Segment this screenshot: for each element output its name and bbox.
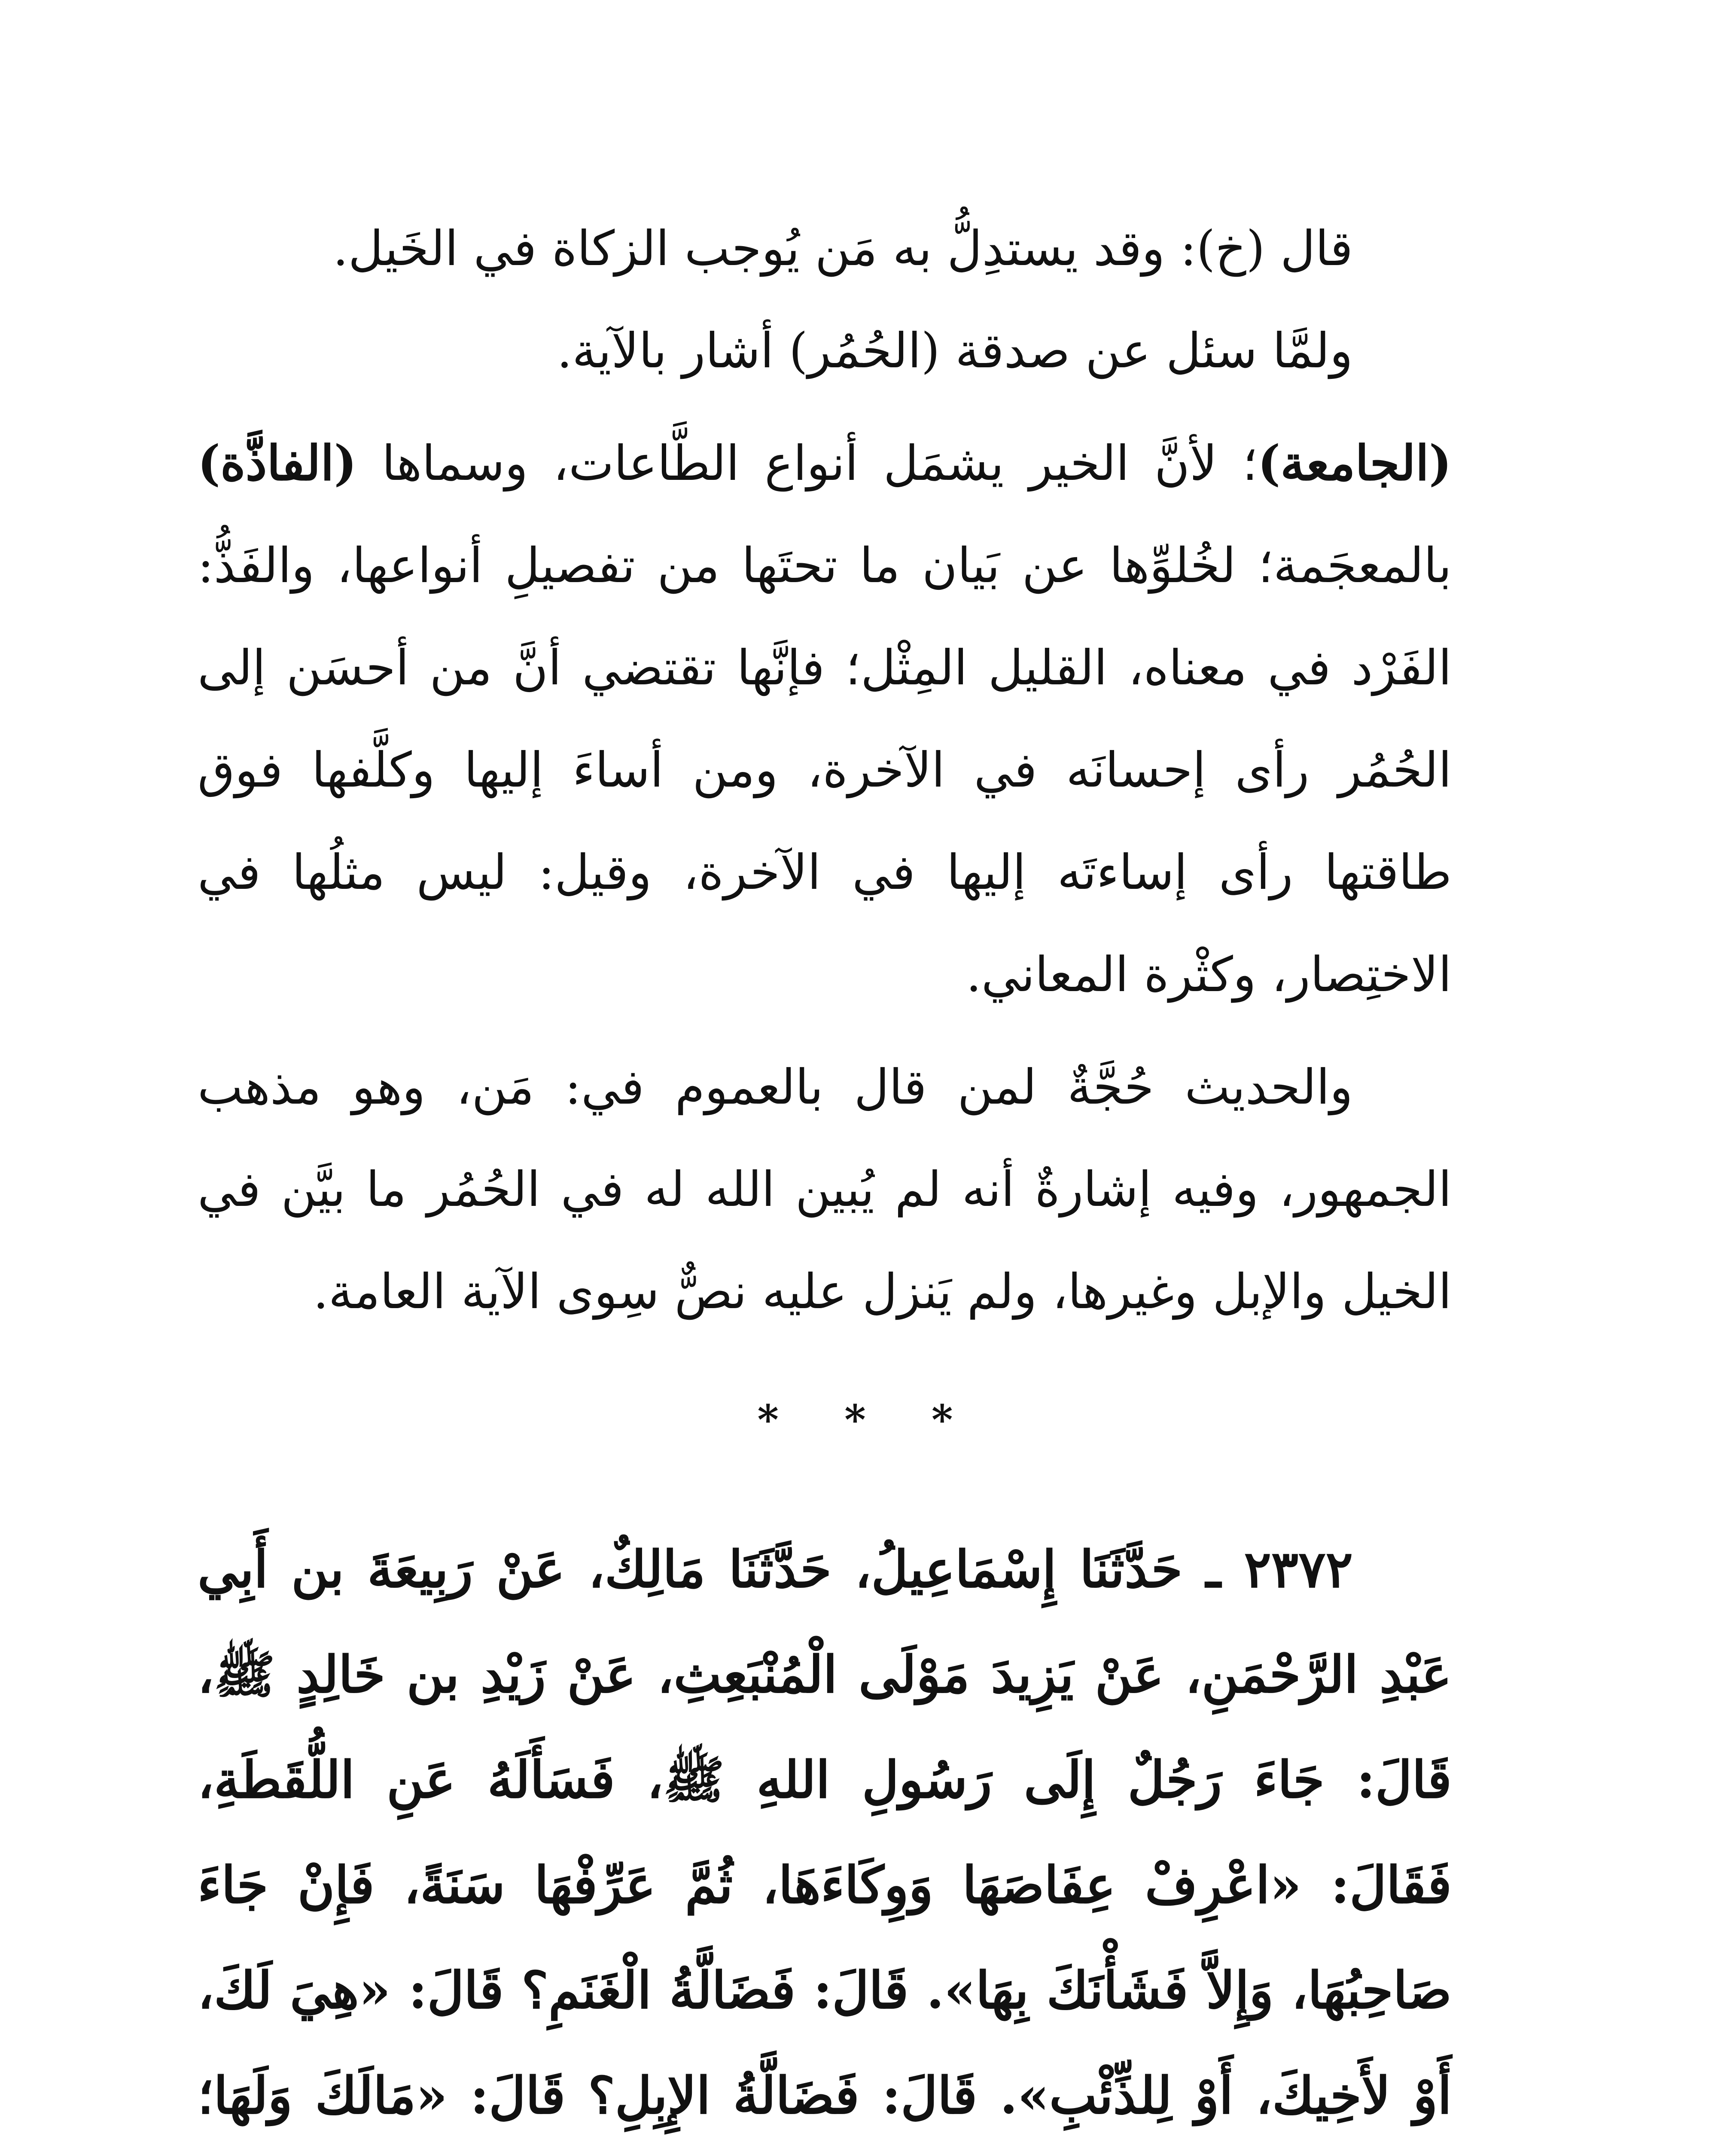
hadith-section xyxy=(198,1516,1452,2148)
commentary-section xyxy=(198,198,1452,1343)
hadith-text: ٢٣٧٢ ـ حَدَّثَنَا إِسْمَاعِيلُ، حَدَّثَنَا مَالِكٌ، عَنْ رَبِيعَةَ بن أَبِي عَبْدِ الرَّحْمَنِ، عَنْ يَزِيدَ مَوْلَى الْمُنْبَعِثِ، عَنْ زَيْدِ بن خَالِدٍ ﷺ، قَالَ: جَاءَ رَجُلٌ إِلَى رَسُولِ اللهِ ﷺ، فَسَأَلَهُ عَنِ اللُّقَطَةِ، فَقَالَ: «اعْرِفْ عِفَاصَهَا وَوِكَاءَهَا، ثُمَّ عَرِّفْهَا سَنَةً، فَإِنْ جَاءَ صَاحِبُهَا، وَإِلاَّ فَشَأْنَكَ بِهَا». قَالَ: فَضَالَّةُ الْغَنَمِ؟ قَالَ: «هِيَ لَكَ، أَوْ لأَخِيكَ، أَوْ لِلذِّئْبِ». قَالَ: فَضَالَّةُ الإِبِلِ؟ قَالَ: «مَالَكَ وَلَهَا؛ xyxy=(198,1539,1452,2125)
term-fadhdha: (الفاذَّة) xyxy=(198,435,357,491)
term-jamia: (الجامعة) xyxy=(1258,435,1452,491)
commentary-paragraph-2: ولمَّا سئل عن صدقة (الحُمُر) أشار بالآية. xyxy=(557,323,1353,379)
commentary-paragraph-3-mid: ؛ لأنَّ الخير يشمَل أنواع الطَّاعات، وسماها xyxy=(356,436,1258,491)
commentary-paragraph-4: والحديث حُجَّةٌ لمن قال بالعموم في: مَن، وهو مذهب الجمهور، وفيه إشارةٌ أنه لم يُبين الله له في الحُمُر ما بيَّن في الخيل والإبل وغيرها، ولم يَنزل عليه نصٌّ سِوى الآية العامة. xyxy=(198,1059,1452,1320)
commentary-paragraph-1: قال (خ): وقد يستدِلُّ به مَن يُوجب الزكاة في الخَيل. xyxy=(333,221,1353,277)
commentary-paragraph-3-rest: بالمعجَمة؛ لخُلوِّها عن بَيان ما تحتَها من تفصيلِ أنواعها، والفَذُّ: الفَرْد في معناه، القليل المِثْل؛ فإنَّها تقتضي أنَّ من أحسَن إلى الحُمُر رأى إحسانَه في الآخرة، ومن أساءَ إليها وكلَّفها فوق طاقتها رأى إساءتَه إليها في الآخرة، وقيل: ليس مثلُها في الاختِصار، وكثْرة المعاني. xyxy=(198,538,1452,1003)
section-separator: * * * xyxy=(757,1396,979,1444)
commentary-paragraph-3 xyxy=(198,412,1452,1026)
